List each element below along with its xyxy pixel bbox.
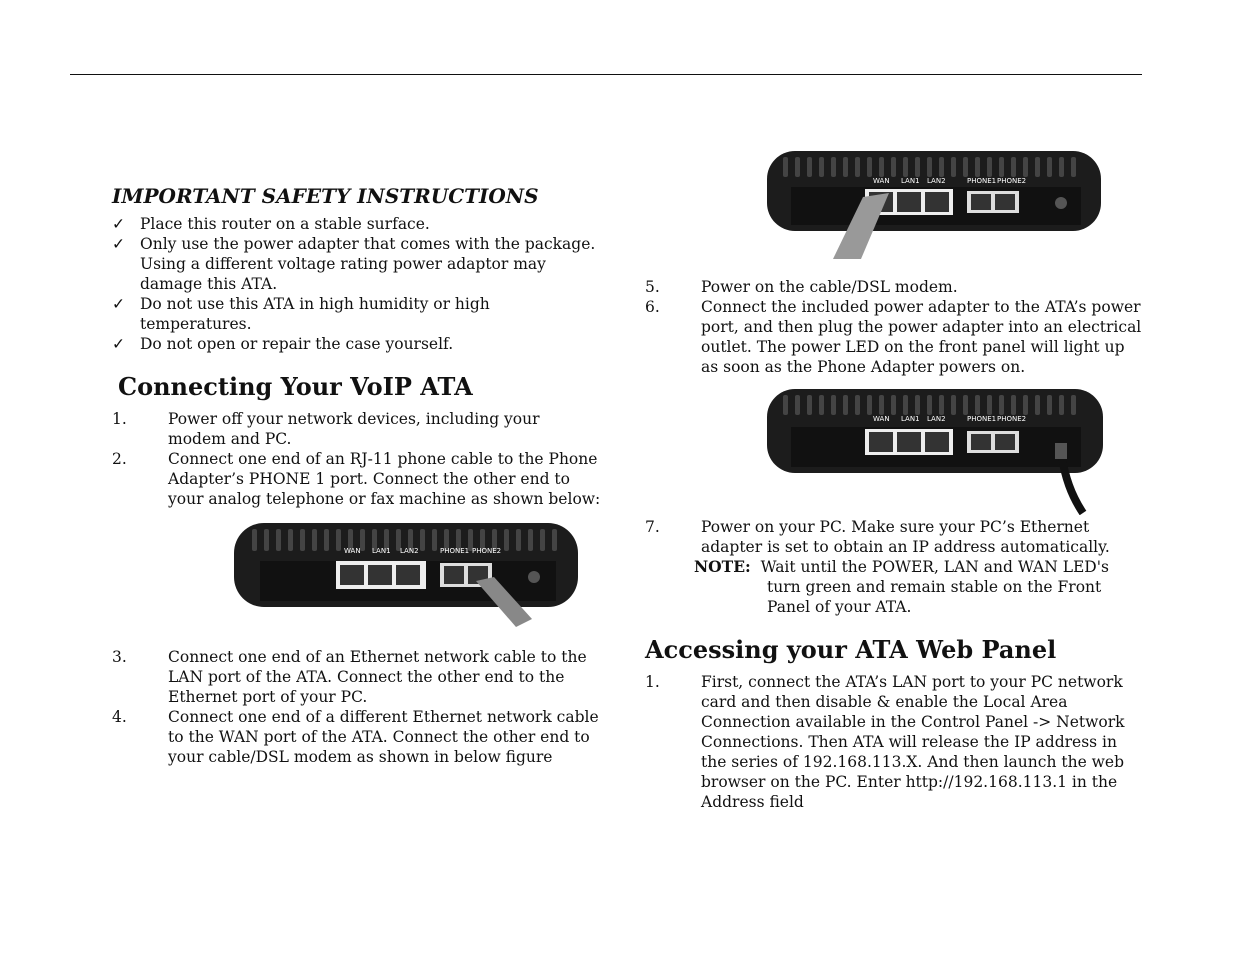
step-item: 2. Connect one end of an RJ-11 phone cable to the Phone Adapter’s PHONE 1 port. Connect the other end to your analog telephone or fax machine as shown below: [112, 450, 601, 508]
lan1-label: LAN1 [901, 415, 920, 423]
ata-power-cable-image [765, 387, 1105, 515]
note [645, 557, 1145, 617]
phone1-label: PHONE1 [440, 547, 470, 555]
check-icon: ✓ [112, 295, 125, 313]
phone1-label: PHONE1 [967, 177, 997, 185]
wan-label: WAN [873, 415, 890, 423]
web-panel-steps [645, 672, 1145, 812]
safety-item: ✓ Do not use this ATA in high humidity or high temperatures. [112, 295, 490, 333]
note-label: NOTE: [694, 557, 751, 576]
header-rule [70, 74, 1142, 75]
step-item: 6. Connect the included power adapter to the ATA’s power port, and then plug the power adapter into an electrical outlet. The power LED on the front panel will light up as soon as the Phone Adapter powers on. [645, 298, 1142, 376]
step-item: 4. Connect one end of a different Ethernet network cable to the WAN port of the ATA. Connect the other end to your cable/DSL modem as shown in below figure [112, 708, 599, 766]
check-icon: ✓ [112, 215, 125, 233]
lan1-label: LAN1 [372, 547, 391, 555]
web-panel-heading: Accessing your ATA Web Panel [645, 635, 1057, 664]
step-item: 7. Power on your PC. Make sure your PC’s Ethernet adapter is set to obtain an IP address automatically. [645, 518, 1110, 556]
left-column [112, 184, 602, 767]
safety-list [112, 214, 602, 354]
step-item: 5. Power on the cable/DSL modem. [645, 278, 958, 296]
connecting-heading: Connecting Your VoIP ATA [118, 372, 473, 401]
wan-label: WAN [873, 177, 890, 185]
lan2-label: LAN2 [400, 547, 419, 555]
connecting-steps-part3 [645, 277, 1145, 377]
connecting-steps-part1 [112, 409, 602, 509]
lan2-label: LAN2 [927, 177, 946, 185]
step-item: 3. Connect one end of an Ethernet network cable to the LAN port of the ATA. Connect the other end to the Ethernet port of your PC. [112, 648, 587, 706]
ata-wan-cable-image [765, 145, 1105, 261]
safety-item: ✓ Do not open or repair the case yourself. [112, 335, 454, 353]
step-item: 1. Power off your network devices, including your modem and PC. [112, 410, 540, 448]
check-icon: ✓ [112, 235, 125, 253]
note-text: Wait until the POWER, LAN and WAN LED's turn green and remain stable on the Front Panel of your ATA. [760, 558, 1109, 616]
ata-phone-cable-image [232, 519, 582, 629]
step-item: 1. First, connect the ATA’s LAN port to your PC network card and then disable & enable the Local Area Connection available in the Control Panel -> Network Connections. Then ATA will release the IP address in the series of 192.168.113.X. And then launch the web browser on the PC. Enter http://192.168.113.1 in the Address field [645, 673, 1125, 811]
phone2-label: PHONE2 [472, 547, 502, 555]
right-column [645, 145, 1145, 812]
phone1-label: PHONE1 [967, 415, 997, 423]
check-icon: ✓ [112, 335, 125, 353]
lan1-label: LAN1 [901, 177, 920, 185]
lan2-label: LAN2 [927, 415, 946, 423]
safety-item: ✓ Only use the power adapter that comes with the package. Using a different voltage rating power adaptor may damage this ATA. [112, 235, 596, 293]
connecting-steps-part4 [645, 517, 1145, 557]
safety-heading: IMPORTANT SAFETY INSTRUCTIONS [112, 184, 539, 208]
phone2-label: PHONE2 [997, 415, 1027, 423]
phone2-label: PHONE2 [997, 177, 1027, 185]
wan-label: WAN [344, 547, 361, 555]
safety-item: ✓ Place this router on a stable surface. [112, 215, 430, 233]
connecting-steps-part2 [112, 647, 602, 767]
